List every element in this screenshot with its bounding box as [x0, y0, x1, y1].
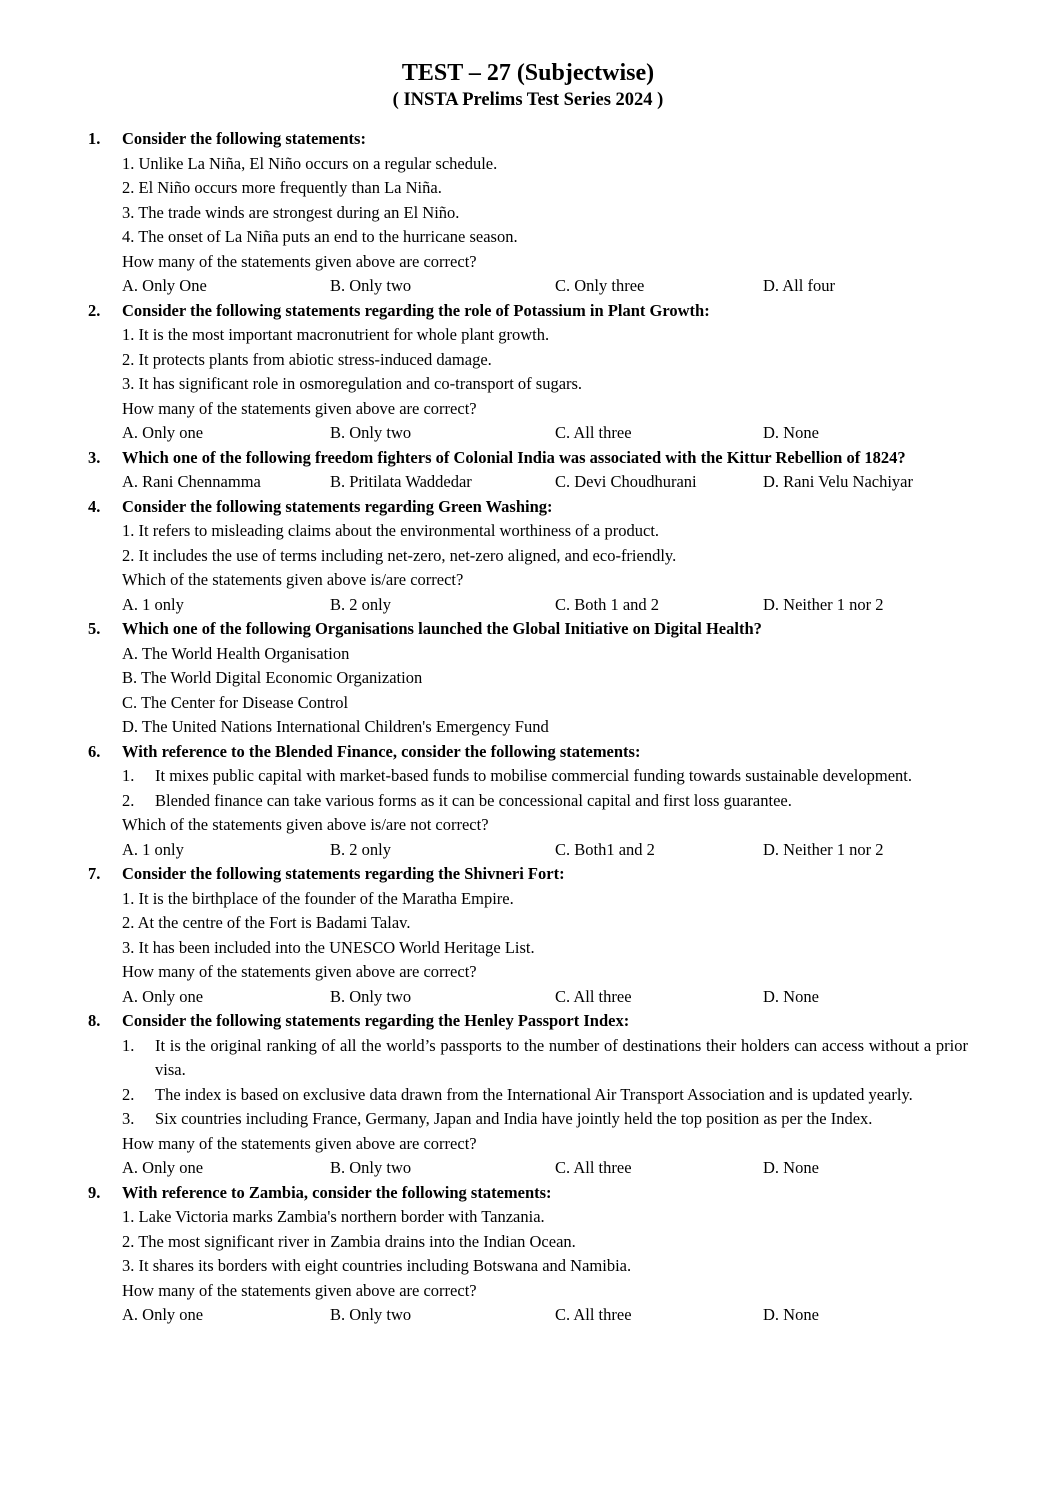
question-body: [122, 519, 968, 593]
question-content: [122, 495, 968, 618]
question-body: [122, 323, 968, 421]
statement-number: 1.: [122, 1035, 135, 1055]
statement-line: Which of the statements given above is/are not correct?: [122, 815, 489, 834]
statement-line: 3. It shares its borders with eight countries including Botswana and Namibia.: [122, 1256, 632, 1275]
question-content: [122, 1181, 968, 1328]
statement-text: Six countries including France, Germany, Japan and India have jointly held the top position as per the Index.: [155, 1109, 873, 1128]
option: B. Only two: [330, 1305, 412, 1324]
statement-line: How many of the statements given above are correct?: [122, 1280, 477, 1300]
option: C. All three: [555, 1158, 632, 1177]
statement-line: 1. It is the most important macronutrient for whole plant growth.: [122, 325, 550, 344]
statement-line: [122, 789, 968, 814]
statement-line: 4. The onset of La Niña puts an end to the hurricane season.: [122, 227, 518, 246]
question-stem: Which one of the following Organisations launched the Global Initiative on Digital Health?: [122, 619, 762, 638]
question-content: [122, 127, 968, 299]
question: [88, 495, 968, 618]
statement-line: Which of the statements given above is/are correct?: [122, 570, 464, 589]
statement-number: 2.: [122, 1084, 135, 1104]
question-content: [122, 299, 968, 446]
statement-line: [122, 1107, 968, 1132]
question-stem: With reference to the Blended Finance, consider the following statements:: [122, 741, 641, 761]
statement-line: 1. Lake Victoria marks Zambia's northern border with Tanzania.: [122, 1207, 545, 1226]
option: D. None: [763, 986, 819, 1006]
question-content: [122, 617, 968, 740]
question-options: [122, 593, 968, 618]
questions-list: [88, 127, 968, 1328]
statement-line: 2. El Niño occurs more frequently than La Niña.: [122, 178, 442, 197]
statement-line: 1. Unlike La Niña, El Niño occurs on a regular schedule.: [122, 153, 498, 173]
question: [88, 1181, 968, 1328]
question: [88, 740, 968, 863]
statement-line: How many of the statements given above are correct?: [122, 398, 477, 418]
question: [88, 1009, 968, 1181]
option: A. Only one: [122, 423, 204, 442]
question-body: [122, 764, 968, 838]
statement-line: 3. It has significant role in osmoregulation and co-transport of sugars.: [122, 374, 583, 393]
question-number: 8.: [88, 1011, 101, 1030]
page-title: TEST – 27 (Subjectwise): [401, 60, 655, 86]
document-header: [88, 58, 968, 113]
question-body: [122, 1205, 968, 1303]
question-content: [122, 1009, 968, 1181]
option: B. Only two: [330, 986, 412, 1006]
statement-number: 3.: [122, 1109, 135, 1128]
question: [88, 617, 968, 740]
statement-text: The index is based on exclusive data drawn from the International Air Transport Association and is updated yearly.: [155, 1084, 913, 1104]
statement-line: 1. It is the birthplace of the founder of the Maratha Empire.: [122, 888, 514, 908]
question-stem: Consider the following statements regarding the role of Potassium in Plant Growth:: [122, 300, 710, 320]
question-body: [122, 1034, 968, 1157]
option: A. The World Health Organisation: [122, 643, 350, 663]
option: A. Only one: [122, 986, 204, 1006]
question-options: [122, 274, 968, 299]
question-options: [122, 838, 968, 863]
option: C. Both 1 and 2: [555, 594, 660, 614]
statement-line: 2. It includes the use of terms including net-zero, net-zero aligned, and eco-friendly.: [122, 545, 677, 565]
option: D. None: [763, 423, 819, 442]
question-number: 1.: [88, 129, 101, 148]
question-number: 2.: [88, 300, 101, 320]
statement-line: [122, 1034, 968, 1083]
option: D. Neither 1 nor 2: [763, 839, 884, 859]
question-number: 4.: [88, 496, 101, 516]
option: A. 1 only: [122, 839, 184, 859]
question: [88, 127, 968, 299]
option: D. None: [763, 1158, 819, 1177]
question-number: 3.: [88, 447, 101, 467]
question-options: [122, 642, 968, 740]
option: B. 2 only: [330, 839, 391, 859]
option: A. Only One: [122, 276, 207, 295]
statement-line: 3. The trade winds are strongest during an El Niño.: [122, 202, 460, 222]
option: C. Devi Choudhurani: [555, 472, 697, 491]
question-options: [122, 985, 968, 1010]
question-options: [122, 470, 968, 495]
question-options: [122, 1156, 968, 1181]
question-stem: Consider the following statements regarding Green Washing:: [122, 496, 553, 516]
option: C. Only three: [555, 276, 645, 295]
question-stem: Consider the following statements regarding the Henley Passport Index:: [122, 1011, 630, 1030]
question-body: [122, 887, 968, 985]
option: C. All three: [555, 986, 632, 1006]
statement-line: 2. The most significant river in Zambia drains into the Indian Ocean.: [122, 1231, 576, 1251]
option: B. 2 only: [330, 594, 391, 614]
question: [88, 299, 968, 446]
question-number: 5.: [88, 619, 101, 638]
page-subtitle: ( INSTA Prelims Test Series 2024 ): [392, 90, 664, 110]
statement-text: It is the original ranking of all the world’s passports to the number of destinations their holders can access without a prior visa.: [155, 1035, 968, 1079]
statement-line: How many of the statements given above are correct?: [122, 962, 477, 981]
option: D. None: [763, 1305, 819, 1324]
question-content: [122, 740, 968, 863]
question-stem: Consider the following statements:: [122, 129, 366, 148]
statement-line: How many of the statements given above are correct?: [122, 1133, 477, 1153]
statement-line: How many of the statements given above are correct?: [122, 251, 477, 271]
option: A. Only one: [122, 1158, 204, 1177]
statement-line: 1. It refers to misleading claims about the environmental worthiness of a product.: [122, 521, 660, 540]
question-options: [122, 1303, 968, 1328]
statement-line: 2. At the centre of the Fort is Badami Talav.: [122, 913, 411, 932]
option: D. The United Nations International Children's Emergency Fund: [122, 717, 549, 736]
option: D. All four: [763, 276, 835, 295]
option: D. Neither 1 nor 2: [763, 594, 884, 614]
option: A. Only one: [122, 1305, 204, 1324]
question-stem: With reference to Zambia, consider the following statements:: [122, 1182, 552, 1202]
statement-line: 2. It protects plants from abiotic stress-induced damage.: [122, 349, 492, 369]
statement-number: 2.: [122, 790, 135, 810]
option: C. The Center for Disease Control: [122, 692, 349, 712]
question-content: [122, 446, 968, 495]
option: A. 1 only: [122, 594, 184, 614]
question-body: [122, 152, 968, 275]
option: C. All three: [555, 423, 632, 442]
question: [88, 862, 968, 1009]
option: C. Both1 and 2: [555, 839, 655, 859]
question-stem: Consider the following statements regarding the Shivneri Fort:: [122, 864, 565, 883]
question-number: 7.: [88, 864, 101, 883]
question-number: 6.: [88, 741, 101, 761]
statement-number: 1.: [122, 766, 135, 785]
statement-line: [122, 764, 968, 789]
question-stem: Which one of the following freedom fighters of Colonial India was associated with the Kittur Rebellion of 1824?: [122, 447, 906, 467]
option: B. Pritilata Waddedar: [330, 472, 472, 491]
question-number: 9.: [88, 1182, 101, 1202]
option: D. Rani Velu Nachiyar: [763, 472, 913, 491]
statement-text: Blended finance can take various forms as it can be concessional capital and first loss guarantee.: [155, 790, 792, 810]
option: C. All three: [555, 1305, 632, 1324]
question-options: [122, 421, 968, 446]
option: B. Only two: [330, 276, 412, 295]
statement-line: 3. It has been included into the UNESCO World Heritage List.: [122, 937, 535, 957]
question: [88, 446, 968, 495]
option: A. Rani Chennamma: [122, 472, 261, 491]
option: B. Only two: [330, 1158, 412, 1177]
statement-line: [122, 1083, 968, 1108]
option: B. Only two: [330, 423, 412, 442]
option: B. The World Digital Economic Organization: [122, 668, 423, 687]
statement-text: It mixes public capital with market-based funds to mobilise commercial funding towards sustainable development.: [155, 766, 912, 785]
question-content: [122, 862, 968, 1009]
